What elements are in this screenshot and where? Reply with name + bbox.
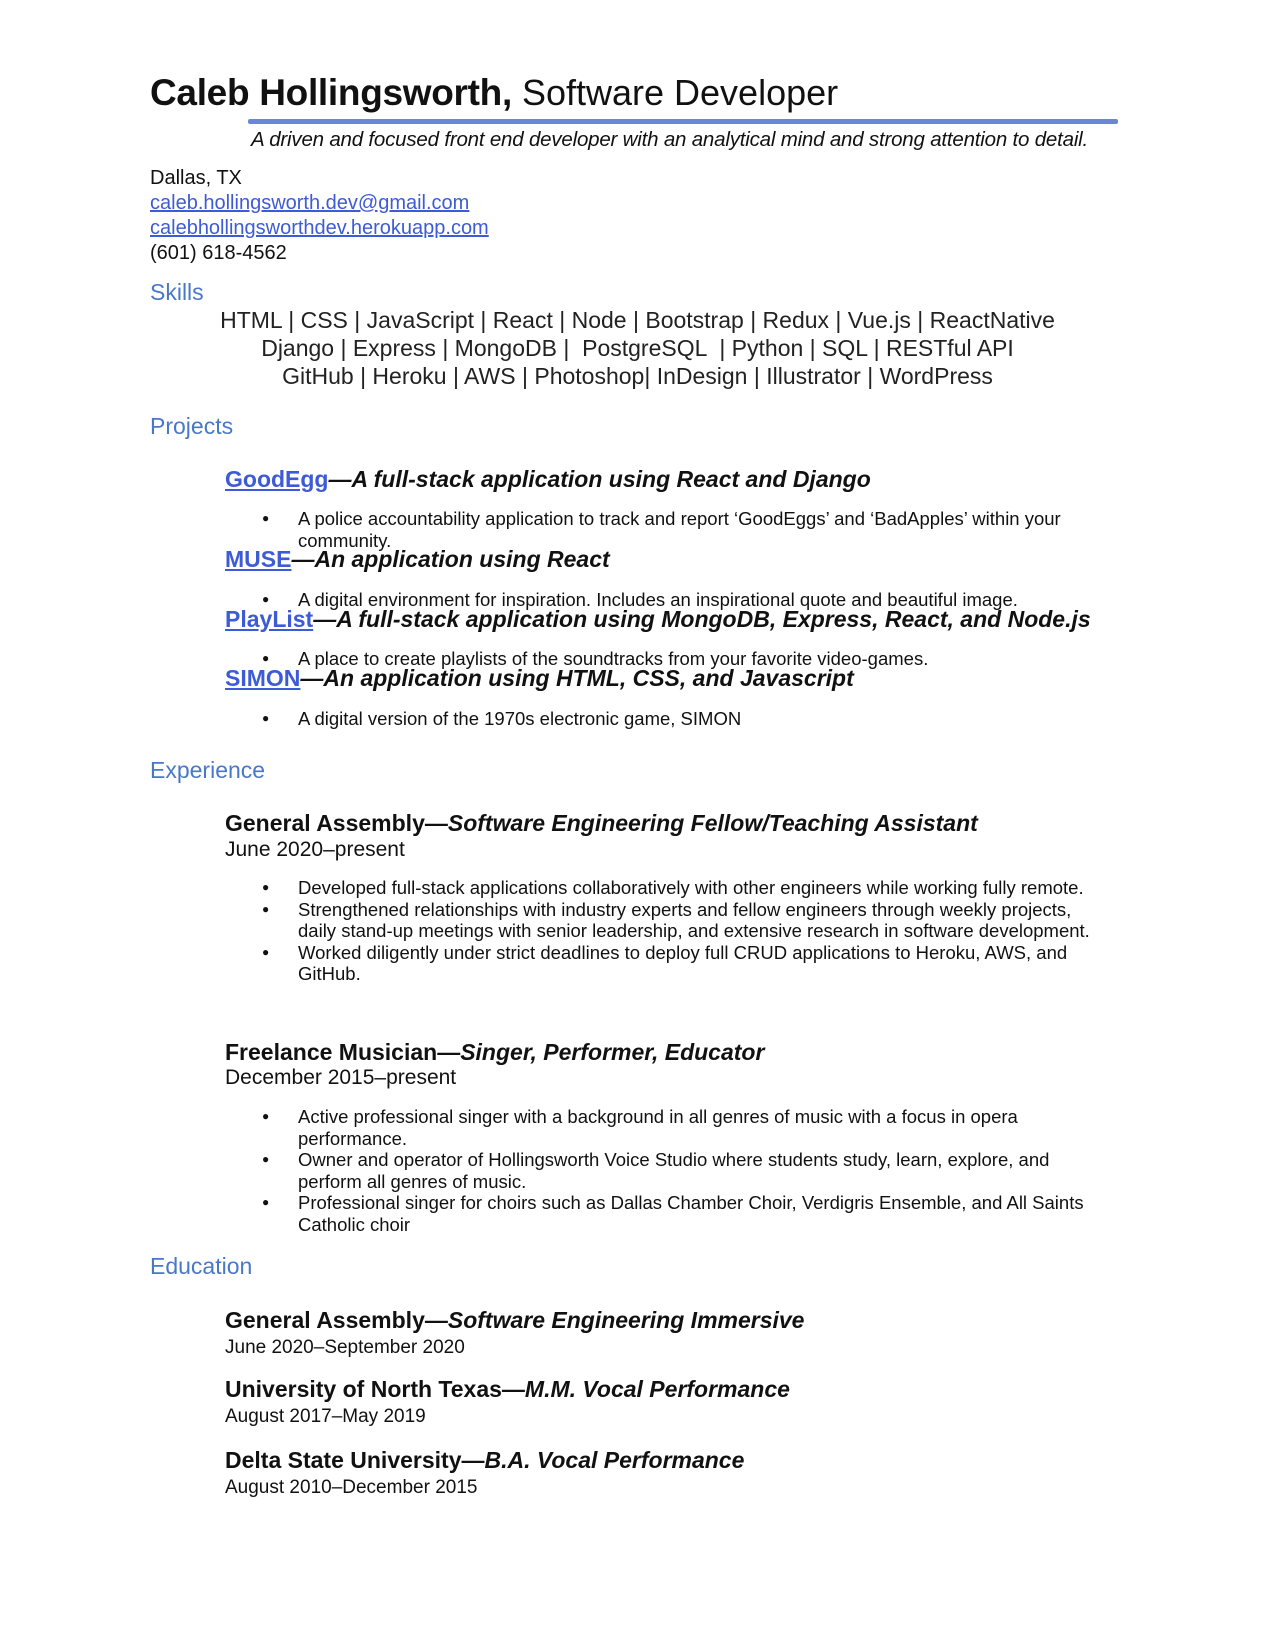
list-item: ● Active professional singer with a background in all genres of music with a focus in opera performance. [262,1106,1092,1149]
list-item: ● A digital environment for inspiration. Includes an inspirational quote and beautiful image. [262,589,1092,611]
degree: Software Engineering Immersive [447,1307,805,1333]
full-name: Caleb Hollingsworth, [150,72,512,113]
experience-heading [225,810,978,837]
list-item: ● A digital version of the 1970s electronic game, SIMON [262,708,1092,730]
project-heading [225,665,854,692]
date-range: December 2015–present [225,1066,457,1089]
list-item: ● Owner and operator of Hollingsworth Voice Studio where students study, learn, explore, and perform all genres of music. [262,1149,1092,1192]
experience-bullets [262,877,1092,985]
degree: M.M. Vocal Performance [524,1376,790,1402]
section-title-experience: Experience [150,757,266,783]
phone: (601) 618-4562 [150,242,287,264]
website-link[interactable]: calebhollingsworthdev.herokuapp.com [150,217,489,239]
project-bullets [262,508,1092,551]
section-title-education: Education [150,1253,253,1279]
date-range: June 2020–September 2020 [225,1337,465,1358]
list-item: ● Worked diligently under strict deadlines to deploy full CRUD applications to Heroku, AWS, and GitHub. [262,942,1092,985]
project-description: —A full-stack application using MongoDB, Express, React, and Node.js [313,606,1091,632]
degree: B.A. Vocal Performance [484,1447,745,1473]
experience-heading [225,1039,764,1066]
school: University of North Texas— [225,1376,525,1402]
tagline: A driven and focused front end developer with an analytical mind and strong attention to detail. [251,128,1089,151]
project-heading [225,606,1091,633]
project-link-simon[interactable]: SIMON [225,665,301,691]
date-range: August 2017–May 2019 [225,1406,426,1427]
skills-line: GitHub | Heroku | AWS | Photoshop| InDesign | Illustrator | WordPress [282,363,993,389]
email-link[interactable]: caleb.hollingsworth.dev@gmail.com [150,192,470,214]
date-range: August 2010–December 2015 [225,1477,478,1498]
list-item: ● A place to create playlists of the soundtracks from your favorite video-games. [262,648,1092,670]
list-item: ● Professional singer for choirs such as Dallas Chamber Choir, Verdigris Ensemble, and All Saints Catholic choir [262,1192,1092,1235]
date-range: June 2020–present [225,838,405,861]
role: Software Engineering Fellow/Teaching Assistant [447,810,978,836]
education-heading [225,1376,790,1403]
organization: Freelance Musician— [225,1039,461,1065]
project-bullets [262,708,1092,730]
location: Dallas, TX [150,167,242,189]
school: General Assembly— [225,1307,448,1333]
school: Delta State University— [225,1447,485,1473]
project-description: —A full-stack application using React and Django [328,466,871,492]
project-description: —An application using HTML, CSS, and Javascript [300,665,854,691]
contact-block [150,166,489,266]
skills-line: HTML | CSS | JavaScript | React | Node | Bootstrap | Redux | Vue.js | ReactNative [220,307,1055,333]
education-heading [225,1307,804,1334]
section-title-projects: Projects [150,413,234,439]
project-heading [225,466,871,493]
experience-bullets [262,1106,1092,1235]
project-heading [225,546,610,573]
project-link-goodegg[interactable]: GoodEgg [225,466,329,492]
project-description: —An application using React [291,546,610,572]
section-title-skills: Skills [150,279,204,305]
list-item: ● Developed full-stack applications collaboratively with other engineers while working fully remote. [262,877,1092,899]
skills-list [150,306,1125,390]
skills-line: Django | Express | MongoDB | PostgreSQL | Python | SQL | RESTful API [261,335,1014,361]
name-heading [150,72,838,114]
list-item: ● A police accountability application to track and report ‘GoodEggs’ and ‘BadApples’ within your community. [262,508,1092,551]
project-link-muse[interactable]: MUSE [225,546,292,572]
education-heading [225,1447,744,1474]
list-item: ● Strengthened relationships with industry experts and fellow engineers through weekly projects, daily stand-up meetings with senior leadership, and extensive research in software development. [262,899,1092,942]
job-title: Software Developer [511,72,839,113]
organization: General Assembly— [225,810,448,836]
role: Singer, Performer, Educator [460,1039,765,1065]
header-underline [248,119,1118,124]
project-link-playlist[interactable]: PlayList [225,606,314,632]
